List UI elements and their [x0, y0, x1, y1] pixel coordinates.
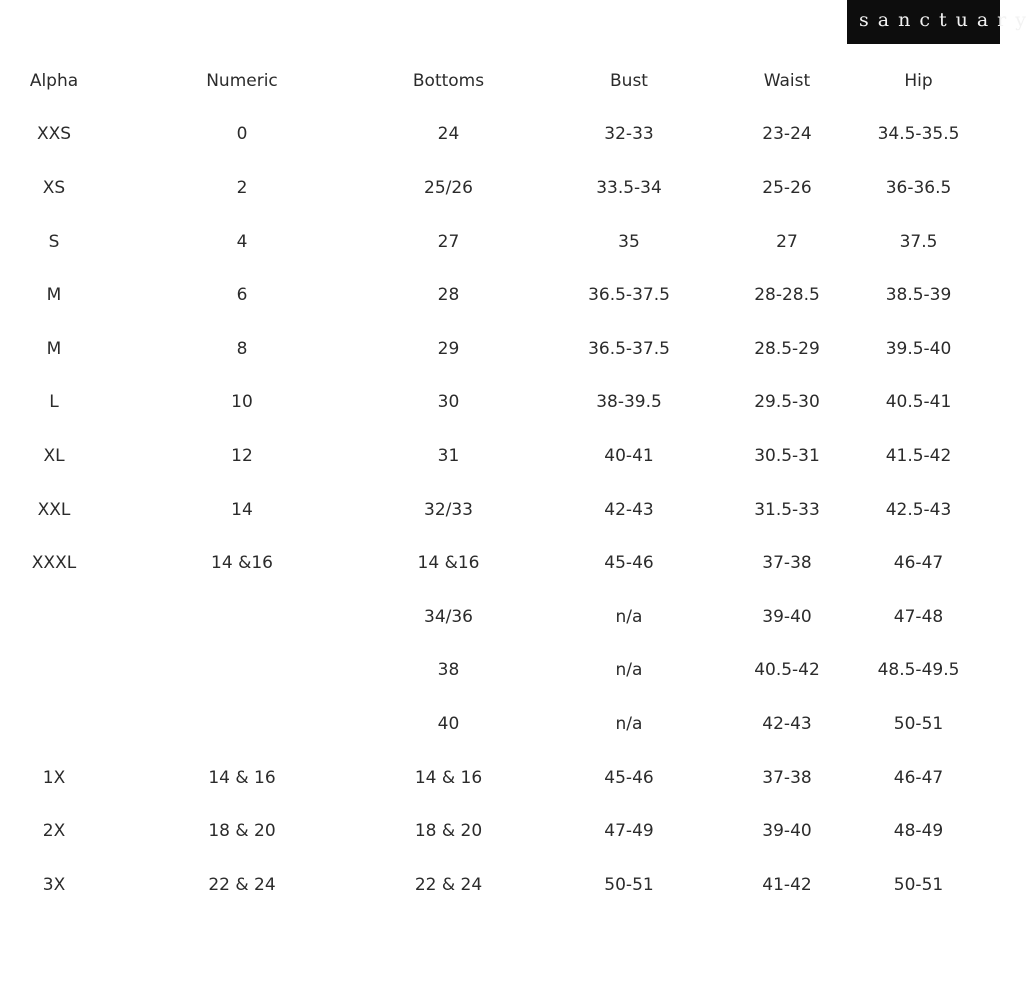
cell-alpha: L	[49, 392, 59, 413]
cell-numeric: 12	[231, 445, 253, 466]
cell-waist: 40.5-42	[754, 660, 820, 681]
header-row	[0, 54, 1000, 108]
cell-hip: 40.5-41	[885, 392, 952, 413]
cell-bottoms: 14 &16	[417, 553, 480, 574]
table-row	[0, 322, 1000, 376]
cell-waist: 25-26	[762, 177, 812, 198]
cell-numeric: 0	[236, 124, 248, 145]
cell-hip: 38.5-39	[885, 285, 952, 306]
cell-numeric: 14 &16	[211, 553, 273, 574]
cell-alpha	[0, 590, 108, 644]
cell-waist: 39-40	[762, 821, 812, 842]
cell-hip: 39.5-40	[885, 338, 952, 359]
cell-bottoms: 31	[437, 445, 460, 466]
cell-numeric: 14 & 16	[208, 767, 276, 788]
cell-bust: 36.5-37.5	[588, 285, 670, 306]
column-header-hip: Hip	[904, 70, 933, 91]
cell-alpha: XS	[42, 177, 66, 198]
cell-hip: 34.5-35.5	[877, 124, 960, 145]
cell-alpha: XXL	[37, 499, 71, 520]
table-row	[0, 590, 1000, 644]
cell-alpha: XXXL	[31, 553, 77, 574]
cell-waist: 23-24	[762, 124, 812, 145]
cell-waist: 31.5-33	[754, 499, 820, 520]
cell-bottoms: 29	[437, 338, 460, 359]
cell-numeric: 2	[236, 177, 248, 198]
cell-bottoms: 25/26	[424, 177, 473, 198]
cell-bust: 50-51	[604, 874, 654, 895]
cell-bottoms: 38	[437, 660, 460, 681]
cell-numeric	[108, 590, 376, 644]
table-row	[0, 536, 1000, 590]
cell-waist: 42-43	[762, 713, 812, 734]
cell-alpha	[0, 644, 108, 698]
cell-bottoms: 22 & 24	[414, 874, 483, 895]
cell-hip: 50-51	[893, 874, 944, 895]
cell-bust: n/a	[615, 606, 643, 627]
cell-waist: 41-42	[762, 874, 812, 895]
cell-bust: n/a	[615, 713, 643, 734]
cell-numeric: 6	[236, 285, 248, 306]
cell-bust: 45-46	[604, 553, 654, 574]
cell-hip: 42.5-43	[885, 499, 952, 520]
cell-bottoms: 24	[437, 124, 460, 145]
cell-bottoms: 14 & 16	[414, 767, 483, 788]
cell-numeric: 18 & 20	[208, 821, 276, 842]
cell-hip: 46-47	[893, 553, 944, 574]
cell-hip: 48-49	[893, 821, 944, 842]
cell-hip: 41.5-42	[885, 445, 952, 466]
cell-hip: 47-48	[893, 606, 944, 627]
table-row	[0, 108, 1000, 162]
cell-bottoms: 30	[437, 392, 460, 413]
cell-bust: 38-39.5	[596, 392, 662, 413]
cell-numeric: 4	[236, 231, 248, 252]
table-row	[0, 858, 1000, 912]
cell-bust: 42-43	[604, 499, 654, 520]
cell-hip: 48.5-49.5	[877, 660, 960, 681]
cell-waist: 29.5-30	[754, 392, 820, 413]
cell-numeric: 14	[231, 499, 253, 520]
column-header-waist: Waist	[763, 70, 811, 91]
cell-alpha: S	[48, 231, 60, 252]
cell-hip: 36-36.5	[885, 177, 952, 198]
cell-alpha	[0, 697, 108, 751]
cell-hip: 50-51	[893, 713, 944, 734]
table-row	[0, 644, 1000, 698]
cell-bottoms: 18 & 20	[414, 821, 483, 842]
table-row	[0, 215, 1000, 269]
cell-waist: 37-38	[762, 553, 812, 574]
table-row	[0, 483, 1000, 537]
cell-alpha: 3X	[42, 874, 66, 895]
table-row	[0, 161, 1000, 215]
cell-bust: 45-46	[604, 767, 654, 788]
column-header-bust: Bust	[610, 70, 648, 91]
cell-bottoms: 28	[437, 285, 460, 306]
cell-waist: 39-40	[762, 606, 812, 627]
cell-waist: 28.5-29	[754, 338, 820, 359]
cell-bust: 47-49	[604, 821, 654, 842]
cell-bust: n/a	[615, 660, 643, 681]
cell-hip: 37.5	[899, 231, 938, 252]
cell-alpha: M	[46, 338, 62, 359]
cell-bust: 32-33	[604, 124, 654, 145]
cell-numeric: 10	[231, 392, 253, 413]
cell-numeric: 8	[236, 338, 248, 359]
table-row	[0, 268, 1000, 322]
cell-alpha: M	[46, 285, 62, 306]
table-row	[0, 751, 1000, 805]
cell-waist: 28-28.5	[754, 285, 820, 306]
cell-bust: 36.5-37.5	[588, 338, 670, 359]
cell-bust: 35	[618, 231, 640, 252]
cell-bust: 40-41	[604, 445, 654, 466]
cell-bottoms: 32/33	[424, 499, 473, 520]
column-header-bottoms: Bottoms	[412, 70, 485, 91]
table-row	[0, 429, 1000, 483]
cell-waist: 27	[776, 231, 798, 252]
cell-alpha: XL	[43, 445, 65, 466]
cell-alpha: XXS	[36, 124, 72, 145]
cell-numeric: 22 & 24	[208, 874, 276, 895]
size-chart-table	[0, 54, 1000, 912]
column-header-alpha: Alpha	[29, 70, 79, 91]
cell-hip: 46-47	[893, 767, 944, 788]
cell-numeric	[108, 697, 376, 751]
cell-waist: 37-38	[762, 767, 812, 788]
cell-bottoms: 34/36	[424, 606, 473, 627]
cell-bottoms: 40	[437, 713, 460, 734]
cell-alpha: 1X	[42, 767, 66, 788]
cell-bottoms: 27	[437, 231, 460, 252]
table-row	[0, 697, 1000, 751]
cell-waist: 30.5-31	[754, 445, 820, 466]
table-row	[0, 804, 1000, 858]
table-row	[0, 376, 1000, 430]
brand-logo: sanctuary	[847, 0, 1000, 44]
cell-alpha: 2X	[42, 821, 66, 842]
column-header-numeric: Numeric	[206, 70, 278, 91]
cell-bust: 33.5-34	[596, 177, 662, 198]
cell-numeric	[108, 644, 376, 698]
